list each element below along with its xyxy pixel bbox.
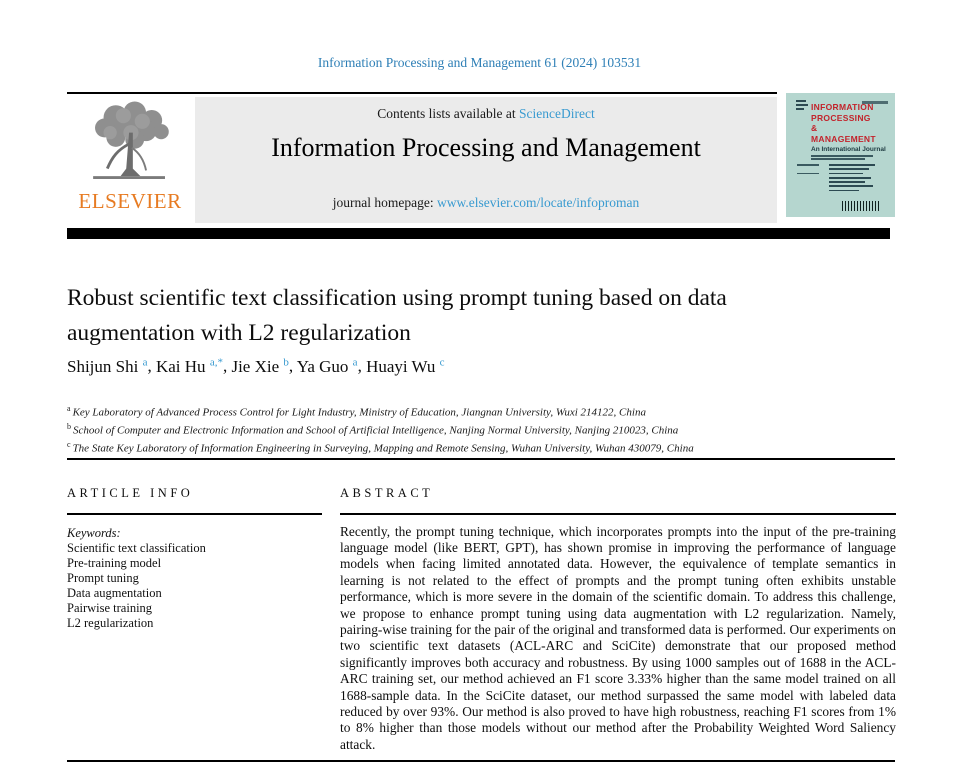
homepage-prefix: journal homepage: [332,195,437,210]
author-affiliation-sup[interactable]: a,* [209,356,223,368]
cover-title-line: & [811,123,818,134]
author-affiliation-sup[interactable]: b [283,356,289,368]
keyword-item: Prompt tuning [67,570,139,585]
affiliation-sup: b [67,422,73,432]
affiliation-sup: a [67,404,73,413]
publisher-logo-block [67,96,193,224]
keyword-item: L2 regularization [67,615,154,630]
journal-citation-link[interactable]: Information Processing and Management 61 (2024) 103531 [317,55,642,70]
journal-cover-thumbnail[interactable] [786,93,895,217]
publisher-name: ELSEVIER [78,189,182,213]
masthead-journal-title: Information Processing and Management [271,133,701,162]
cover-editors-block [797,164,887,194]
author-name: Shijun Shi $^a$ [67,356,148,376]
section-top-rule [67,458,895,460]
author-affiliation-sup[interactable]: a [352,356,358,368]
elsevier-tree-icon [78,98,182,190]
author-list: Shijun Shi $^a$, Kai Hu $^{a,*}$, Jie Xie $^b$, Ya Guo $^a$, Huayi Wu $^c$ [67,356,445,376]
keyword-item: Data augmentation [67,585,162,600]
section-bottom-rule [67,760,895,762]
article-title: Robust scientific text classification using prompt tuning based on data augmentation with L2 regularization [67,285,727,346]
affiliation-line: $^a$ Key Laboratory of Advanced Process Control for Light Industry, Ministry of Education, Jiangnan University, Wuxi 214122, China [67,404,646,419]
cover-title-line: MANAGEMENT [811,134,876,145]
affiliation-line: $^b$ School of Computer and Electronic Information and School of Artificial Intelligence, Nanjing Normal University, Nanjing 210023, China [67,422,679,437]
keyword-item: Scientific text classification [67,540,206,555]
cover-barcode [842,201,880,211]
author-name: Kai Hu $^{a,*}$ [155,356,223,376]
abstract-text: Recently, the prompt tuning technique, which incorporates prompts into the input of the pre-training language model (like BERT, GPT), has shown promise in improving the performance of language models when facing limited annotated data. However, the equivalence of template semantics in learning is not related to the effect of prompts and the prompt tuning often exhibits unstable performance, which is more severe in the domain of the scientific domain. To address this challenge, we propose to enhance prompt tuning using data augmentation with L2 regularization. Namely, pairing-wise training for the pair of the original and transformed data is performed. Our experiments on two scientific text datasets (ACL-ARC and SciCite) demonstrate that our proposed method significantly improves both accuracy and robustness. By using 1000 samples out of 1688 in the ACL-ARC training set, our method achieved an F1 score 3.33% higher than the same model trained on all 1688-sample data. In the SciCite dataset, our method surpassed the same model with labeled data reduced by over 93%. Our method is also proved to have high robustness, reaching F1 scores from 1% to 8% higher than those models without our method after the Probability Weighted Word Saliency attack. [340,523,896,752]
keywords-label: Keywords: [67,525,121,540]
keywords-list [67,541,322,631]
abstract-header: ABSTRACT [340,486,434,500]
cover-tagline-lines [811,155,873,161]
article-info-rule [67,513,322,515]
masthead-bottom-bar [67,228,890,239]
homepage-link[interactable]: www.elsevier.com/locate/infoproman [436,195,640,210]
contents-list-line [195,106,777,122]
author-name: Ya Guo $^a$ [296,356,358,376]
affiliation-list [67,402,847,456]
keyword-item: Pre-training model [67,555,162,570]
cover-logo-icon [796,100,808,114]
affiliation-sup: c [67,440,73,450]
author-affiliation-sup[interactable]: a [142,356,148,368]
article-info-header: ARTICLE INFO [67,486,194,500]
abstract-column [340,486,896,753]
article-info-column [67,486,322,631]
keyword-item: Pairwise training [67,600,153,615]
journal-homepage-line [195,195,777,211]
abstract-rule [340,513,896,515]
affiliation-line: $^c$ The State Key Laboratory of Information Engineering in Surveying, Mapping and Remote Sensing, Wuhan University, Wuhan 430079, China [67,440,694,455]
cover-subtitle: An International Journal [811,146,886,153]
contents-prefix: Contents lists available at [377,106,519,121]
cover-title-line: INFORMATION [811,102,874,112]
cover-journal-title [811,102,876,145]
author-name: Huayi Wu $^c$ [366,356,445,376]
masthead-banner [195,97,777,223]
author-affiliation-sup[interactable]: c [439,356,445,368]
sciencedirect-link[interactable]: ScienceDirect [519,106,595,121]
masthead-top-rule [67,92,777,94]
cover-title-line: PROCESSING [811,112,871,123]
author-name: Jie Xie $^b$ [231,356,289,376]
